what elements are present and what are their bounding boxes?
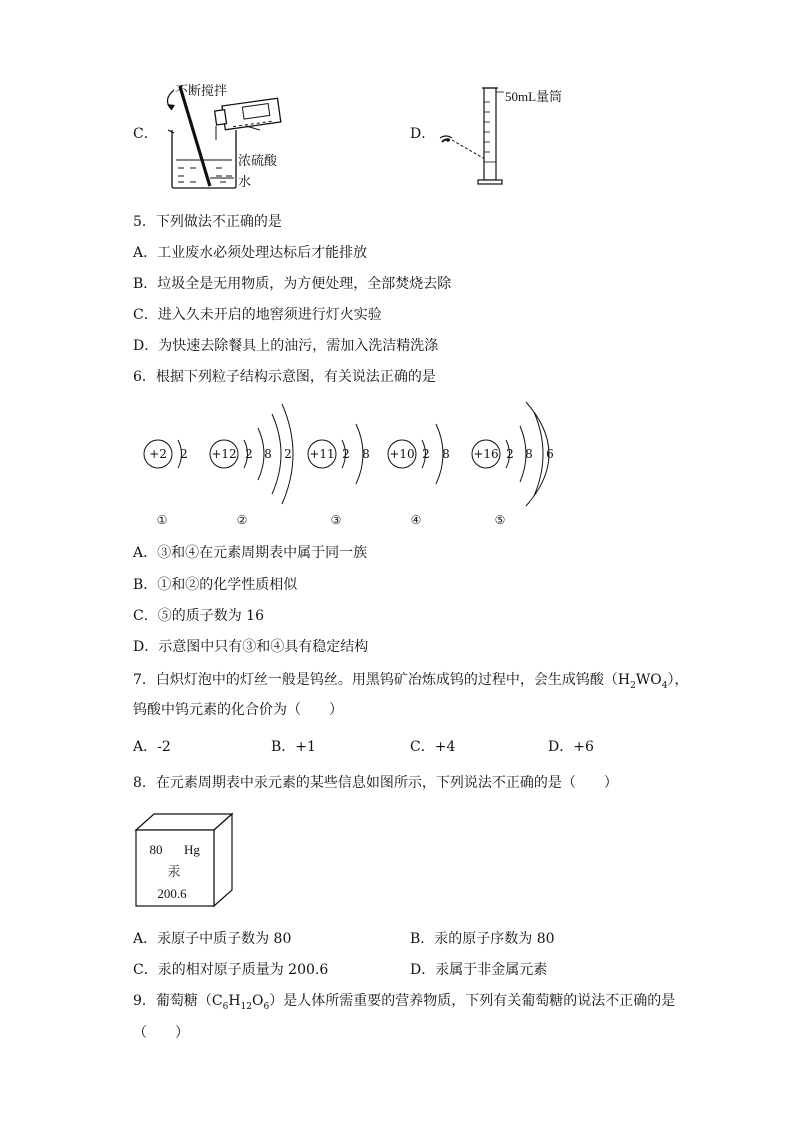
particle-1-index: ① (156, 513, 168, 527)
glass-rod (180, 86, 210, 186)
q5-option-a: A．工业废水必须处理达标后才能排放 (133, 245, 368, 261)
element-mass: 200.6 (157, 886, 187, 901)
q9-stem-line2: （ ） (133, 1025, 189, 1041)
particle-3-shell-2: 8 (362, 447, 370, 461)
particle-3 (308, 424, 370, 527)
q6-option-a: A．③和④在元素周期表中属于同一族 (133, 545, 368, 561)
element-name: 汞 (167, 865, 181, 880)
element-cell (132, 810, 236, 910)
q5-option-b: B．垃圾全是无用物质，为方便处理，全部焚烧去除 (133, 276, 452, 292)
particle-4-shell-2: 8 (442, 447, 450, 461)
q8-option-d: D．汞属于非金属元素 (410, 962, 548, 978)
q6-option-d: D．示意图中只有③和④具有稳定结构 (133, 639, 369, 655)
particle-5-shell-1: 2 (506, 447, 514, 461)
particle-5-index: ⑤ (494, 513, 506, 527)
particle-4-shell-1: 2 (422, 447, 430, 461)
q7-option-b: B．+1 (271, 739, 316, 755)
q7-option-d: D．+6 (548, 739, 594, 755)
particle-5-shell-3: 6 (546, 447, 554, 461)
q8-stem: 8．在元素周期表中汞元素的某些信息如图所示，下列说法不正确的是（ ） (133, 775, 618, 791)
q5-option-c: C．进入久未开启的地窖须进行灯火实验 (133, 307, 382, 323)
particle-5 (472, 402, 554, 527)
element-symbol: Hg (184, 842, 200, 857)
eye-icon (440, 136, 452, 142)
option-c-label: C． (133, 126, 158, 142)
q9-stem: 9．葡萄糖$(C_6H_{12}O_6)$是人体所需重要的营养物质，下列有关葡萄糖的说法不正确的是 (133, 993, 676, 1012)
particle-4 (388, 424, 450, 527)
acid-label: 浓硫酸 (238, 154, 278, 169)
q7-option-a: A．-2 (133, 739, 171, 755)
particle-1-shell-1: 2 (180, 447, 188, 461)
particle-2-index: ② (236, 513, 248, 527)
particle-1-nucleus: +2 (149, 447, 167, 461)
q8-option-a: A．汞原子中质子数为 80 (133, 931, 292, 947)
particle-2-nucleus: +12 (211, 447, 237, 461)
particle-2-shell-1: 2 (245, 447, 253, 461)
particle-5-nucleus: +16 (473, 447, 499, 461)
particle-2-shell-3: 2 (284, 447, 292, 461)
q6-option-b: B．①和②的化学性质相似 (133, 577, 298, 593)
q6-option-c: C．⑤的质子数为 16 (133, 608, 264, 624)
particle-2 (210, 404, 293, 527)
stir-label: 不断搅拌 (175, 84, 228, 99)
water-label: 水 (238, 175, 252, 190)
q8-option-b: B．汞的原子序数为 80 (410, 931, 555, 947)
cylinder-figure (432, 82, 512, 188)
particle-3-shell-1: 2 (342, 447, 350, 461)
q8-option-c: C．汞的相对原子质量为 200.6 (133, 962, 329, 978)
q7-stem: 7．白炽灯泡中的灯丝一般是钨丝。用黑钨矿冶炼成钨的过程中，会生成钨酸$(H_2WO_4)$， (133, 672, 689, 691)
particle-2-shell-2: 8 (264, 447, 272, 461)
particle-1 (144, 440, 188, 527)
q6-stem: 6．根据下列粒子结构示意图，有关说法正确的是 (133, 369, 436, 385)
q7-stem-line2: 钨酸中钨元素的化合价为（ ） (133, 702, 343, 718)
q7-option-c: C．+4 (410, 739, 456, 755)
particle-3-index: ③ (330, 513, 342, 527)
particle-diagrams (140, 400, 580, 532)
particle-3-nucleus: +11 (309, 447, 335, 461)
particle-5-shell-2: 8 (525, 447, 533, 461)
q5-option-d: D．为快速去除餐具上的油污，需加入洗洁精洗涤 (133, 338, 439, 354)
particle-4-nucleus: +10 (389, 447, 415, 461)
cylinder-label: 50mL量筒 (505, 89, 563, 104)
particle-4-index: ④ (410, 513, 422, 527)
q5-stem: 5．下列做法不正确的是 (133, 214, 282, 230)
option-d-label: D． (410, 126, 436, 142)
element-number: 80 (149, 842, 163, 857)
